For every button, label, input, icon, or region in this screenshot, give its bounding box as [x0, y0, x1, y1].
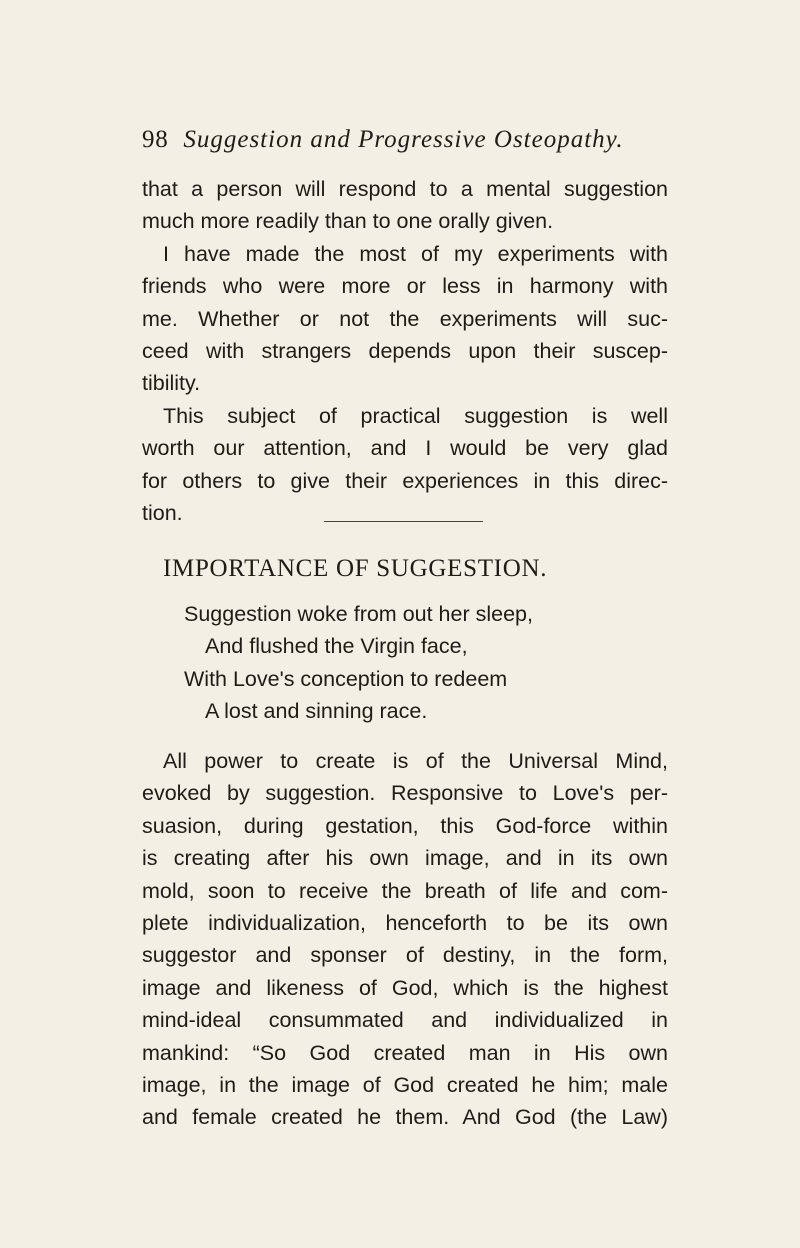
text-line: worth our attention, and I would be very glad: [142, 436, 668, 461]
text-line: tibility.: [142, 371, 201, 396]
text-line: mind-ideal consummated and individualized in: [142, 1008, 668, 1033]
poem-line: Suggestion woke from out her sleep,: [184, 602, 533, 626]
text-line: mankind: “So God created man in His own: [142, 1040, 668, 1065]
text-line: friends who were more or less in harmony with: [142, 274, 668, 299]
poem: [184, 598, 614, 728]
text-line: much more readily than to one orally given.: [142, 209, 554, 234]
text-line: I have made the most of my experiments with: [163, 241, 668, 266]
text-line: mold, soon to receive the breath of life and com-: [142, 878, 668, 903]
text-line: image and likeness of God, which is the highest: [142, 975, 668, 1000]
text-line: ceed with strangers depends upon their suscep-: [142, 339, 668, 364]
text-line: All power to create is of the Universal Mind,: [163, 749, 668, 773]
text-line: plete individualization, henceforth to be its own: [142, 911, 668, 936]
poem-line: With Love's conception to redeem: [184, 666, 508, 691]
poem-line: A lost and sinning race.: [205, 699, 428, 724]
text-line: me. Whether or not the experiments will suc-: [142, 306, 668, 331]
text-line: tion.: [142, 501, 183, 526]
text-line: that a person will respond to a mental suggestion: [142, 177, 668, 201]
page-number: 98: [142, 126, 169, 153]
text-line: image, in the image of God created he him; male: [142, 1073, 668, 1098]
text-line: This subject of practical suggestion is well: [163, 403, 668, 428]
poem-line: And flushed the Virgin face,: [205, 634, 468, 659]
text-line: evoked by suggestion. Responsive to Love's per-: [142, 781, 668, 806]
section-heading: IMPORTANCE OF SUGGESTION.: [163, 555, 548, 582]
text-line: suasion, during gestation, this God-force within: [142, 813, 668, 838]
text-line: and female created he them. And God (the Law): [142, 1105, 668, 1130]
section-divider: [324, 521, 483, 522]
bottom-paragraph: [142, 745, 668, 1134]
page-header: [142, 127, 662, 152]
running-title: Suggestion and Progressive Osteopathy.: [183, 126, 624, 153]
text-line: suggestor and sponser of destiny, in the form,: [142, 943, 668, 968]
text-line: for others to give their experiences in this direc-: [142, 468, 668, 493]
text-line: is creating after his own image, and in its own: [142, 846, 668, 871]
top-paragraphs: [142, 173, 668, 529]
